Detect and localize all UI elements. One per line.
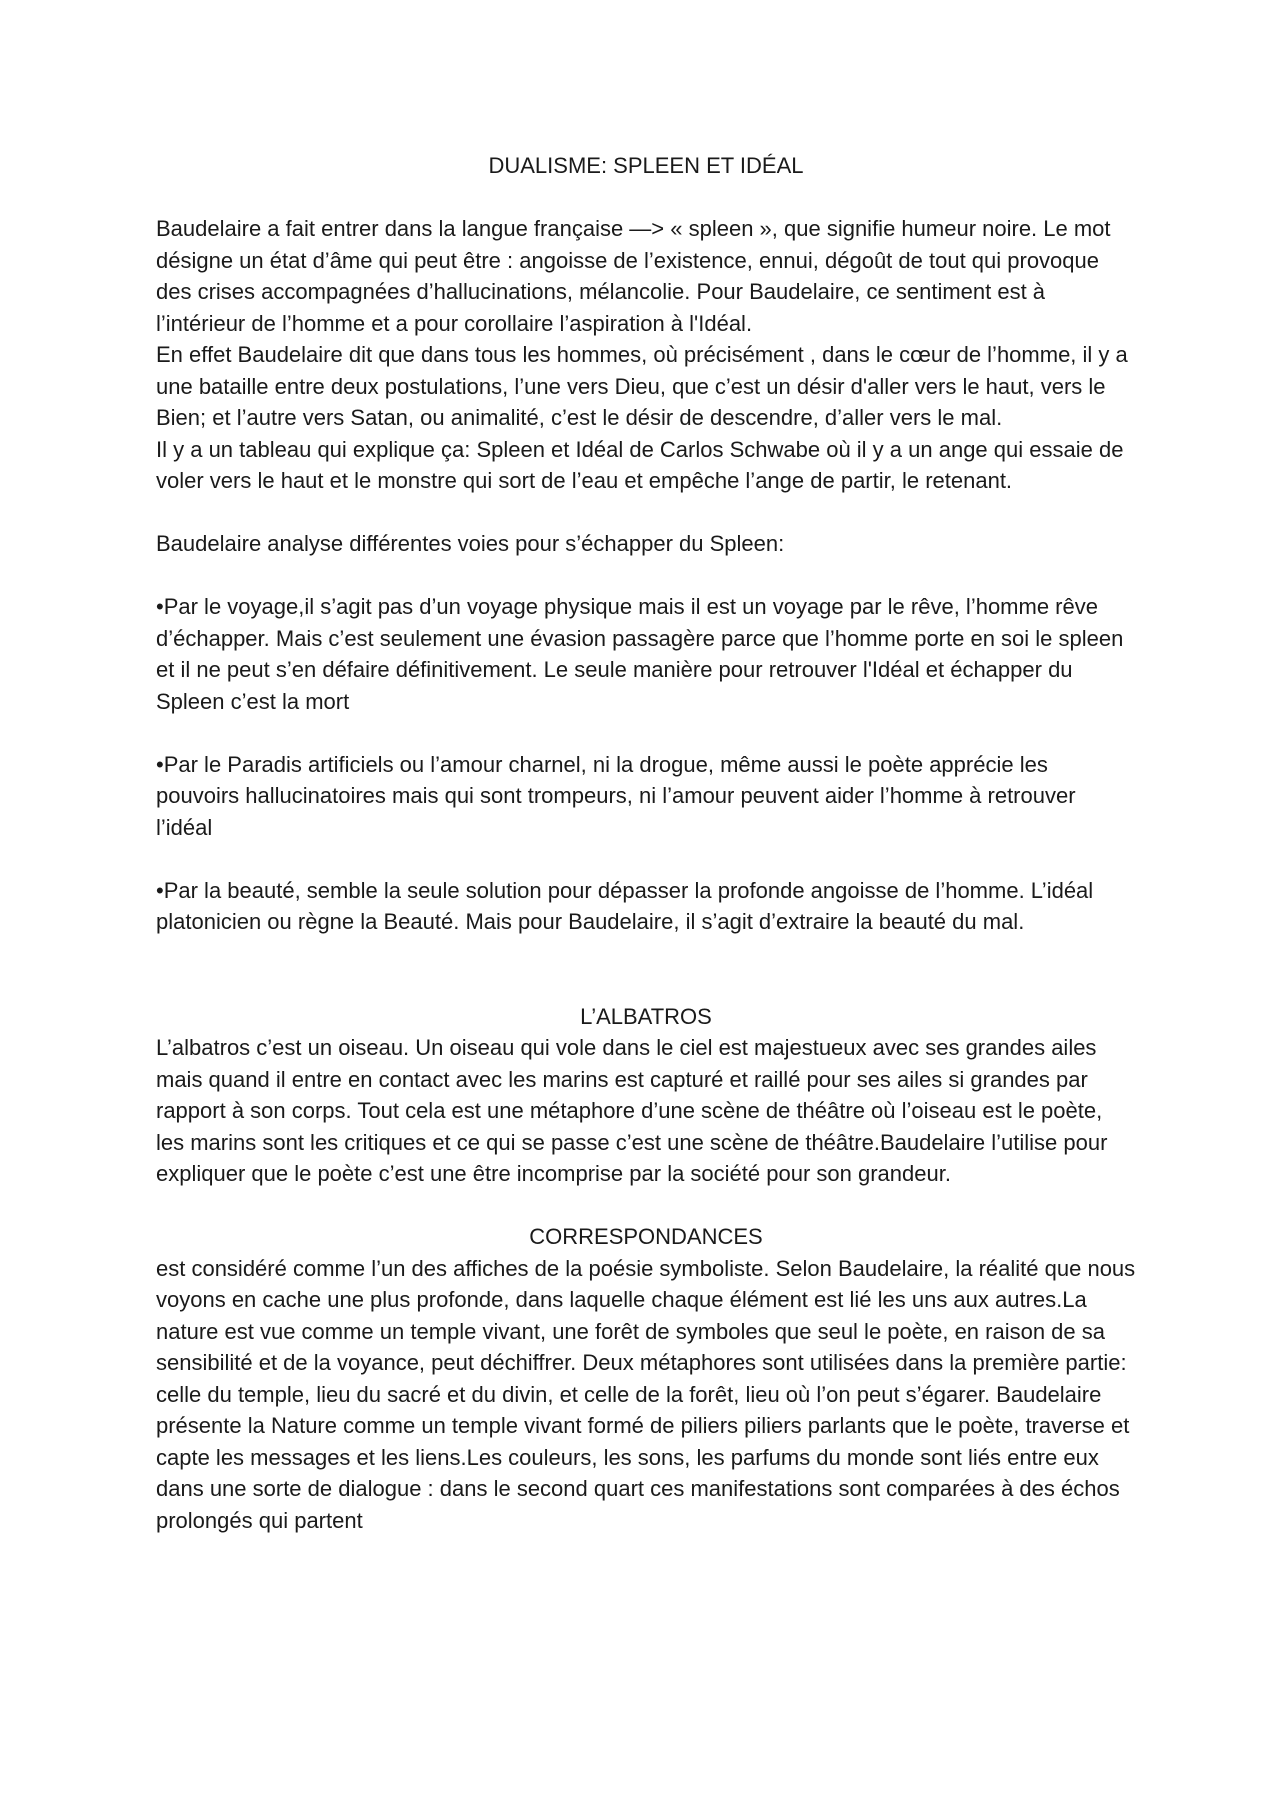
section-dualisme — [156, 150, 1136, 938]
section-title-dualisme: DUALISME: SPLEEN ET IDÉAL — [488, 153, 804, 178]
section-title-albatros: L’ALBATROS — [580, 1003, 712, 1029]
paragraph: est considéré comme l’un des affiches de la poésie symboliste. Selon Baudelaire, la réalité que nous voyons en cache une plus profonde, dans laquelle chaque élément est lié les uns aux autres.La nature est vue comme un temple vivant, une forêt de symboles que seul le poète, en raison de sa sensibilité et de la voyance, peut déchiffrer. Deux métaphores sont utilisées dans la première partie: celle du temple, lieu du sacré et du divin, et celle de la forêt, lieu où l’on peut s’égarer. Baudelaire présente la Nature comme un temple vivant formé de piliers piliers parlants que le poète, traverse et capte les messages et les liens.Les couleurs, les sons, les parfums du monde sont liés entre eux dans une sorte de dialogue : dans le second quart ces manifestations sont comparées à des échos prolongés qui partent — [156, 1255, 1136, 1533]
bullet-paragraph: •Par le Paradis artificiels ou l’amour charnel, ni la drogue, même aussi le poète apprécie les pouvoirs hallucinatoires mais qui sont trompeurs, ni l’amour peuvent aider l’homme à retrouver l’idéal — [156, 751, 1076, 840]
paragraph: L’albatros c’est un oiseau. Un oiseau qui vole dans le ciel est majestueux avec ses grandes ailes mais quand il entre en contact avec les marins est capturé et raillé pour ses ailes si grandes par rapport à son corps. Tout cela est une métaphore d’une scène de théâtre où l’oiseau est le poète, les marins sont les critiques et ce qui se passe c’est une scène de théâtre.Baudelaire l’utilise pour expliquer que le poète c’est une être incomprise par la société pour son grandeur. — [156, 1035, 1108, 1186]
document-body — [156, 150, 1136, 1536]
paragraph: Il y a un tableau qui explique ça: Spleen et Idéal de Carlos Schwabe où il y a un ange qui essaie de voler vers le haut et le monstre qui sort de l’eau et empêche l’ange de partir, le retenant. — [156, 436, 1124, 493]
section-correspondances — [156, 1221, 1136, 1536]
section-title-correspondances: CORRESPONDANCES — [529, 1224, 763, 1249]
paragraph: En effet Baudelaire dit que dans tous les hommes, où précisément , dans le cœur de l’homme, il y a une bataille entre deux postulations, l’une vers Dieu, que c’est un désir d'aller vers le haut, vers le Bien; et l’autre vers Satan, ou animalité, c’est le désir de descendre, d’aller vers le mal. — [156, 342, 1128, 430]
paragraph: Baudelaire analyse différentes voies pour s’échapper du Spleen: — [156, 531, 785, 556]
section-albatros — [156, 1001, 1136, 1190]
paragraph: Baudelaire a fait entrer dans la langue française —> « spleen », que signifie humeur noire. Le mot désigne un état d’âme qui peut être : angoisse de l’existence, ennui, dégoût de tout qui provoque des crises accompagnées d’hallucinations, mélancolie. Pour Baudelaire, ce sentiment est à l’intérieur de l’homme et a pour corollaire l’aspiration à l'Idéal. — [156, 216, 1111, 336]
bullet-paragraph: •Par la beauté, semble la seule solution pour dépasser la profonde angoisse de l’homme. L’idéal platonicien ou règne la Beauté. Mais pour Baudelaire, il s’agit d’extraire la beauté du mal. — [156, 877, 1094, 934]
bullet-paragraph: •Par le voyage,il s’agit pas d’un voyage physique mais il est un voyage par le rêve, l’homme rêve d’échapper. Mais c’est seulement une évasion passagère parce que l’homme porte en soi le spleen et il ne peut s’en défaire définitivement. Le seule manière pour retrouver l'Idéal et échapper du Spleen c’est la mort — [156, 594, 1124, 714]
